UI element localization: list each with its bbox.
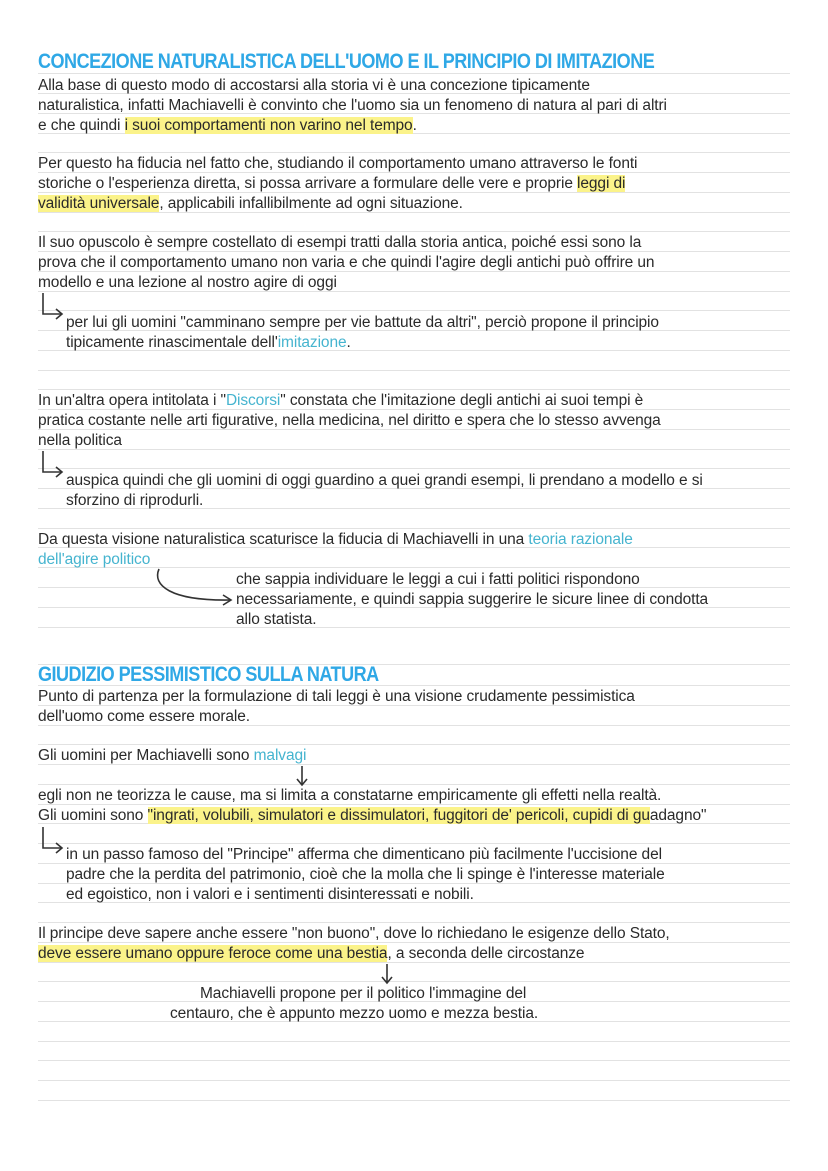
text-line: naturalistica, infatti Machiavelli è convinto che l'uomo sia un fenomeno di natura al pari di altri <box>38 97 667 114</box>
corner-arrow-icon <box>40 292 66 322</box>
text-line <box>38 174 625 193</box>
ruled-line <box>38 1060 790 1061</box>
text-fragment: storiche o l'esperienza diretta, si possa arrivare a formulare delle vere e proprie <box>38 175 578 192</box>
text-line: Per questo ha fiducia nel fatto che, studiando il comportamento umano attraverso le fonti <box>38 155 638 172</box>
ruled-line <box>38 468 790 469</box>
text-line: ed egoistico, non i valori e i sentimenti disinteressati e nobili. <box>66 886 474 903</box>
term-malvagi: malvagi <box>253 747 307 764</box>
ruled-line <box>38 152 790 153</box>
text-line <box>38 116 417 135</box>
text-fragment: " constata che l'imitazione degli antichi ai suoi tempi è <box>280 392 644 409</box>
curved-arrow-icon <box>150 567 240 607</box>
text-fragment: tipicamente rinascimentale dell' <box>66 334 278 351</box>
text-line <box>38 944 584 963</box>
text-line <box>38 530 633 549</box>
text-line: prova che il comportamento umano non varia e che quindi l'agire degli antichi può offrire un <box>38 254 655 271</box>
highlight-validita-universale: validità universale <box>38 195 160 212</box>
ruled-line <box>38 528 790 529</box>
ruled-line <box>38 449 790 450</box>
text-line: in un passo famoso del "Principe" afferma che dimenticano più facilmente l'uccisione del <box>66 846 662 863</box>
text-fragment: . <box>346 334 351 351</box>
text-fragment: adagno" <box>649 807 707 824</box>
corner-arrow-icon <box>40 826 66 856</box>
text-line <box>38 746 306 765</box>
text-line: Machiavelli propone per il politico l'immagine del <box>200 985 527 1002</box>
text-fragment: Gli uomini sono <box>38 807 148 824</box>
ruled-line <box>38 370 790 371</box>
term-agire-politico: dell'agire politico <box>38 551 151 568</box>
highlight-ingrati-volubili: "ingrati, volubili, simulatori e dissimulatori, fuggitori de' pericoli, cupidi di gu <box>147 807 650 824</box>
text-line <box>66 333 351 352</box>
text-line: che sappia individuare le leggi a cui i fatti politici rispondono <box>236 571 640 588</box>
ruled-line <box>38 981 790 982</box>
text-line <box>38 391 643 410</box>
ruled-line <box>38 922 790 923</box>
text-line: dell'uomo come essere morale. <box>38 708 250 725</box>
section-title-naturalistic-conception: CONCEZIONE NATURALISTICA DELL'UOMO E IL PRINCIPIO DI IMITAZIONE <box>38 50 655 73</box>
term-imitazione: imitazione <box>277 334 347 351</box>
section-title-pessimistic-judgment: GIUDIZIO PESSIMISTICO SULLA NATURA <box>38 663 379 686</box>
ruled-line <box>38 231 790 232</box>
text-line: allo statista. <box>236 611 317 628</box>
term-teoria-razionale: teoria razionale <box>528 531 633 548</box>
text-fragment: Da questa visione naturalistica scaturisce la fiducia di Machiavelli in una <box>38 531 529 548</box>
text-line: centauro, che è appunto mezzo uomo e mezza bestia. <box>170 1005 539 1022</box>
text-line: modello e una lezione al nostro agire di oggi <box>38 274 337 291</box>
text-line: per lui gli uomini "camminano sempre per vie battute da altri", perciò propone il principio <box>66 314 659 331</box>
text-fragment: , a seconda delle circostanze <box>387 945 585 962</box>
text-line: egli non ne teorizza le cause, ma si limita a constatarne empiricamente gli effetti nella realtà. <box>38 787 662 804</box>
text-line: padre che la perdita del patrimonio, cioè che la molla che li spinge è l'interesse materiale <box>66 866 665 883</box>
text-line: sforzino di riprodurli. <box>66 492 204 509</box>
ruled-line <box>38 744 790 745</box>
down-arrow-icon <box>296 765 308 787</box>
text-fragment: Gli uomini per Machiavelli sono <box>38 747 254 764</box>
ruled-line <box>38 310 790 311</box>
ruled-line <box>38 843 790 844</box>
text-fragment: In un'altra opera intitolata i " <box>38 392 226 409</box>
ruled-line <box>38 627 790 628</box>
ruled-line <box>38 1041 790 1042</box>
ruled-line <box>38 1080 790 1081</box>
text-line: Punto di partenza per la formulazione di tali leggi è una visione crudamente pessimistica <box>38 688 635 705</box>
text-fragment: , applicabili infallibilmente ad ogni situazione. <box>159 195 463 212</box>
ruled-line <box>38 784 790 785</box>
corner-arrow-icon <box>40 450 66 480</box>
text-line: Il suo opuscolo è sempre costellato di esempi tratti dalla storia antica, poiché essi sono la <box>38 234 642 251</box>
text-line: necessariamente, e quindi sappia suggerire le sicure linee di condotta <box>236 591 709 608</box>
highlight-umano-feroce: deve essere umano oppure feroce come una bestia <box>38 945 388 962</box>
text-line: Il principe deve sapere anche essere "non buono", dove lo richiedano le esigenze dello Stato, <box>38 925 670 942</box>
down-arrow-icon <box>381 963 393 985</box>
text-fragment: e che quindi <box>38 117 125 134</box>
text-line: auspica quindi che gli uomini di oggi guardino a quei grandi esempi, li prendano a modello e si <box>66 472 703 489</box>
ruled-line <box>38 1100 790 1101</box>
text-line: pratica costante nelle arti figurative, nella medicina, nel diritto e spera che lo stesso avvenga <box>38 412 661 429</box>
text-line: nella politica <box>38 432 122 449</box>
ruled-line <box>38 389 790 390</box>
text-line: Alla base di questo modo di accostarsi alla storia vi è una concezione tipicamente <box>38 77 590 94</box>
text-fragment: . <box>412 117 417 134</box>
highlight-comportamenti: i suoi comportamenti non varino nel tempo <box>124 117 413 134</box>
highlight-leggi: leggi di <box>577 175 626 192</box>
text-line <box>38 806 706 825</box>
text-line <box>38 194 463 213</box>
term-discorsi: Discorsi <box>225 392 281 409</box>
